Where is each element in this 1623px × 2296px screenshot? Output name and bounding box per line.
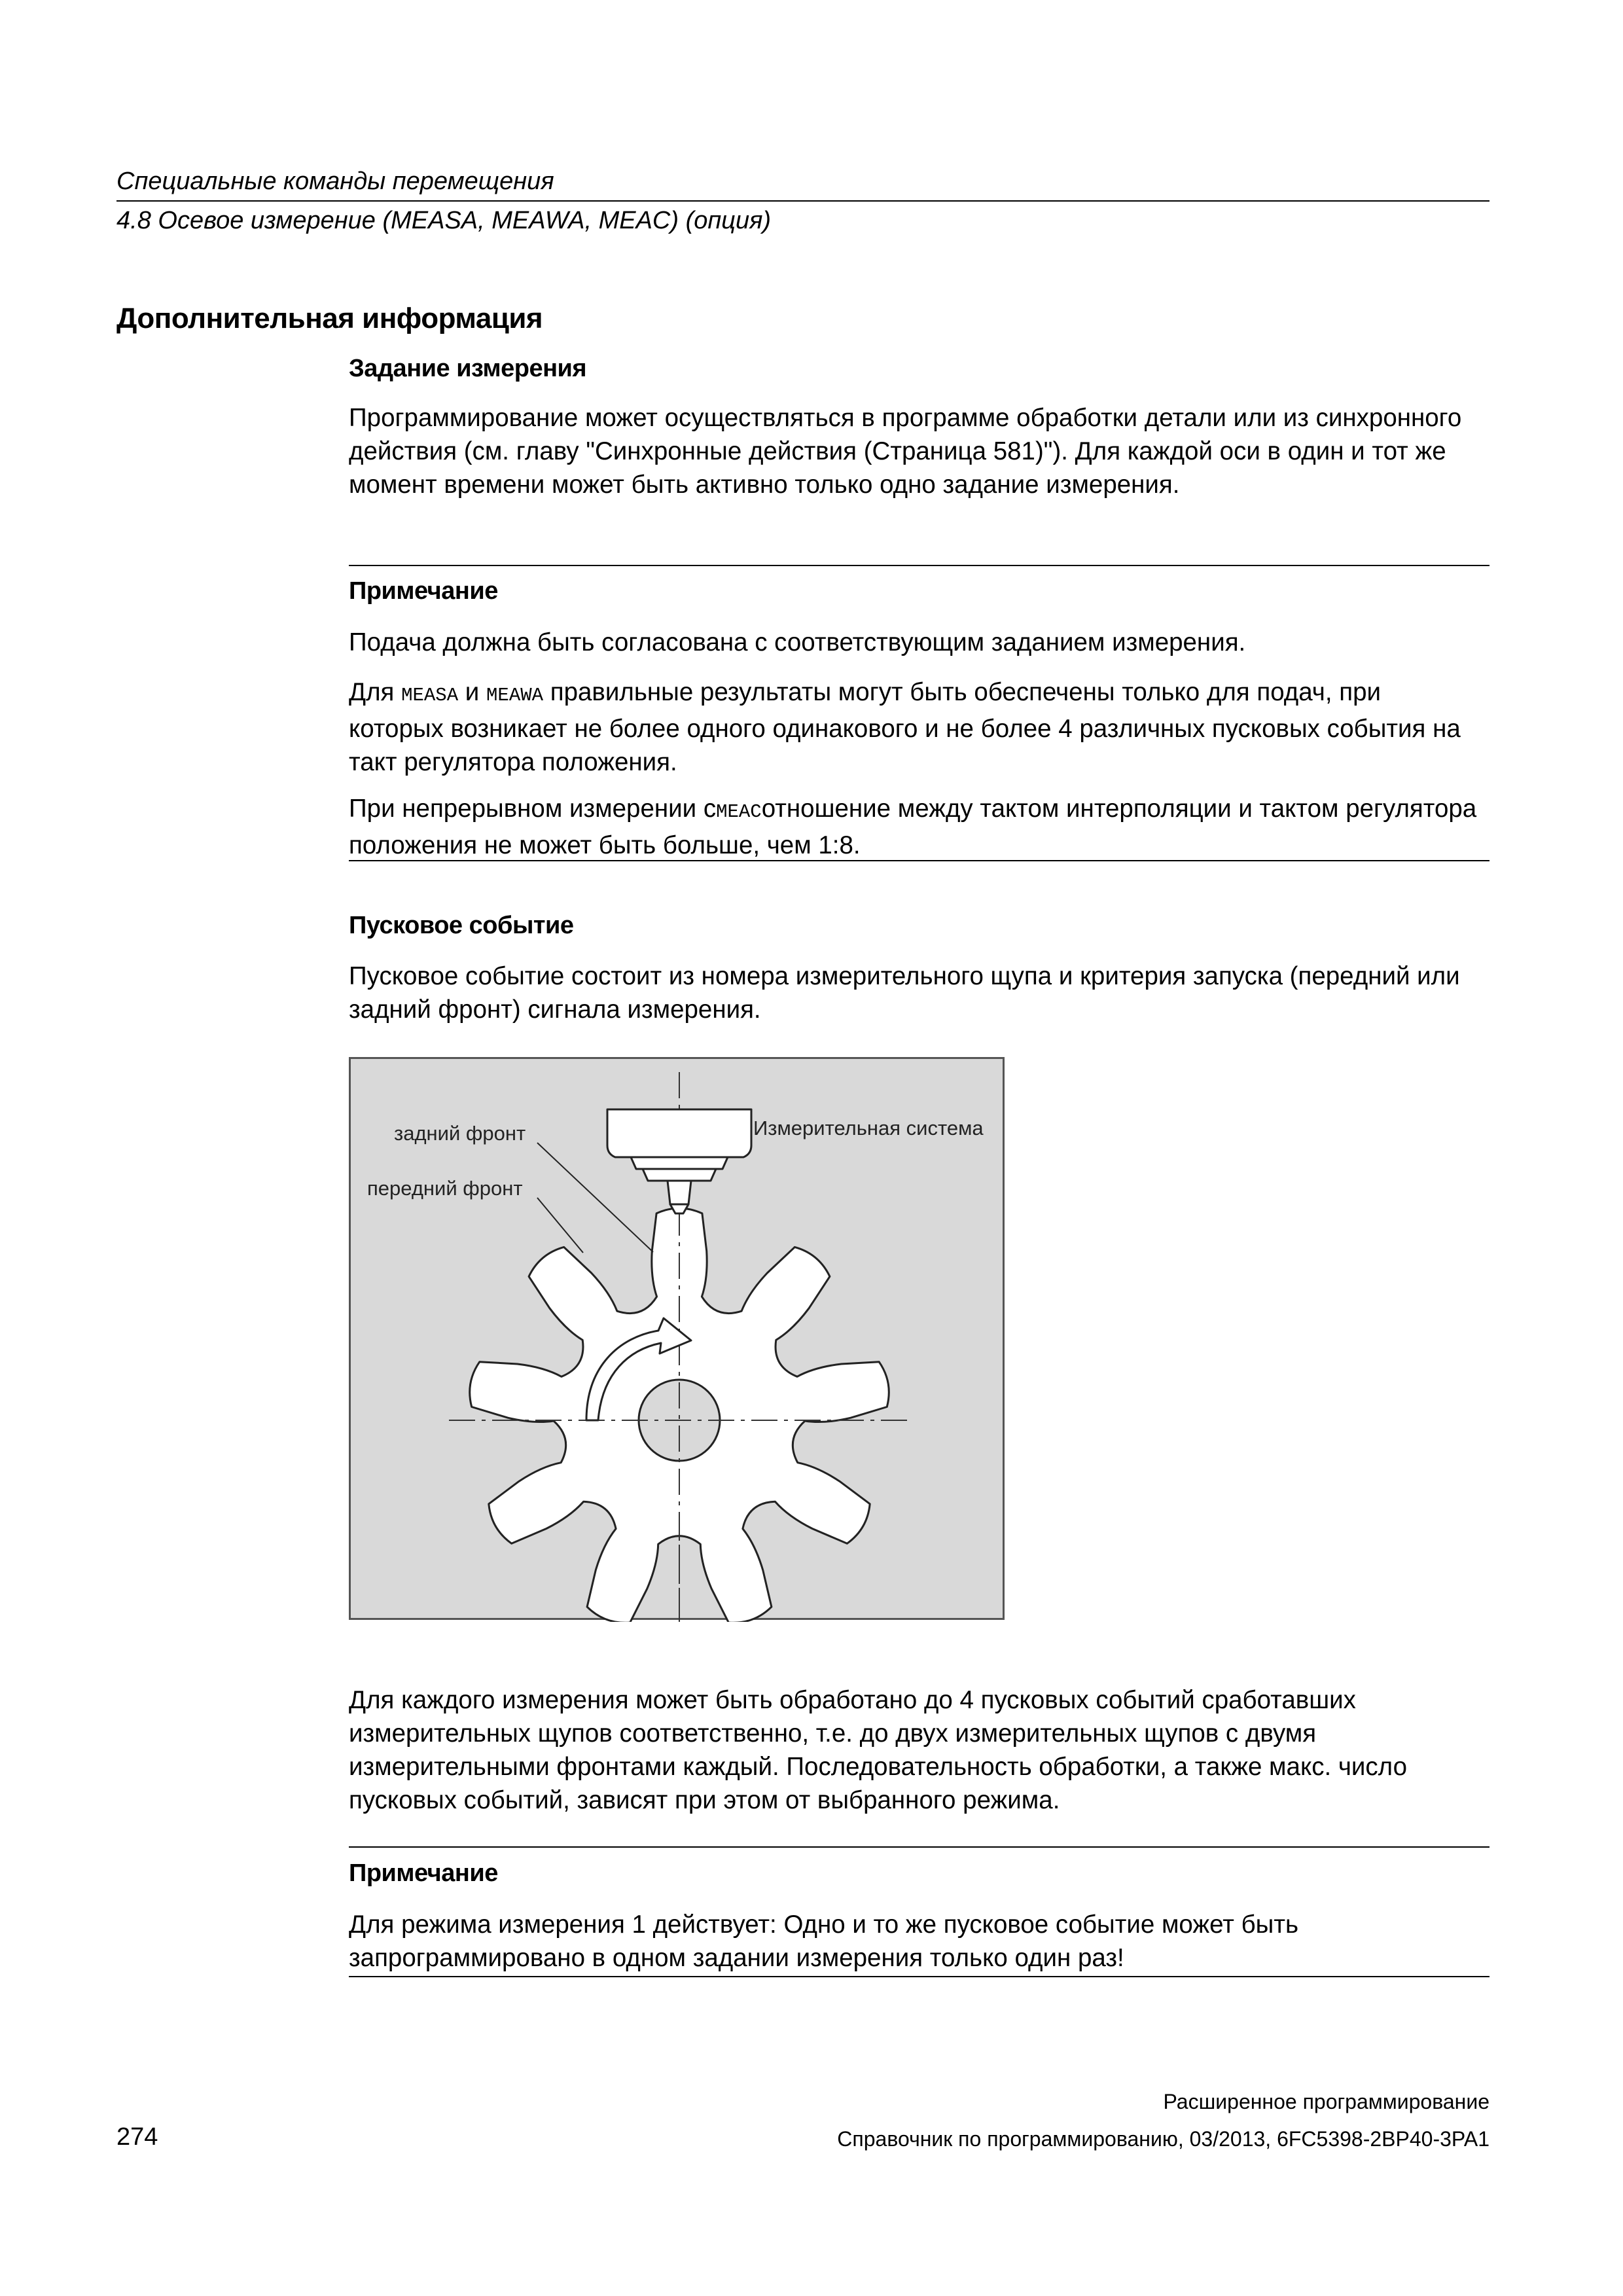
note1-bottom-rule — [349, 860, 1489, 861]
label-measuring-system: Измерительная система — [753, 1117, 984, 1139]
label-leading-edge: передний фронт — [367, 1177, 523, 1200]
note2-top-rule — [349, 1846, 1489, 1848]
text-run: Для — [349, 678, 402, 706]
subsection-title-measurement-task: Задание измерения — [349, 355, 587, 382]
note2-paragraph: Для режима измерения 1 действует: Одно и то же пусковое событие может быть запрограммировано в одном задании измерения только один раз! — [349, 1910, 1299, 1972]
measuring-system-icon — [607, 1109, 751, 1213]
code-measa: MEASA — [401, 685, 459, 706]
footer-manual-ref: Справочник по программированию, 03/2013, 6FC5398-2BP40-3PA1 — [837, 2127, 1489, 2151]
label-trailing-edge: задний фронт — [394, 1122, 526, 1145]
header-divider — [116, 200, 1489, 202]
code-meawa: MEAWA — [486, 685, 544, 706]
note2-bottom-rule — [349, 1976, 1489, 1977]
paragraph-trigger-count: Для каждого измерения может быть обработано до 4 пусковых событий сработавших измерительных щупов соответственно, т.е. до двух измерительных щупов с двумя измерительными фронтами каждый. Последовательность обработки, а также макс. число пусковых событий, зависят при этом от выбранного режима. — [349, 1686, 1407, 1814]
text-run: правильные результаты могут быть обеспечены только для подач, при которых возникает не более одного одинакового и не более 4 различных пусковых события на такт регулятора положения. — [349, 678, 1461, 776]
subsection-title-trigger-event: Пусковое событие — [349, 912, 574, 939]
page-number: 274 — [116, 2123, 158, 2151]
note1-paragraph-measa-meawa — [349, 675, 1481, 779]
running-header-section: 4.8 Осевое измерение (MEASA, MEAWA, MEAC) (опция) — [116, 207, 772, 234]
section-heading: Дополнительная информация — [116, 302, 543, 334]
note2-title: Примечание — [349, 1859, 498, 1887]
gear-measurement-figure — [349, 1057, 1005, 1620]
paragraph-measurement-task: Программирование может осуществляться в программе обработки детали или из синхронного действия (см. главу "Синхронные действия (Страница 581)"). Для каждой оси в один и тот же момент времени может быть активно только одно задание измерения. — [349, 404, 1462, 499]
text-run: и — [458, 678, 487, 706]
note1-paragraph-feed: Подача должна быть согласована с соответствующим заданием измерения. — [349, 628, 1246, 656]
running-header-chapter: Специальные команды перемещения — [116, 168, 554, 195]
note1-top-rule — [349, 565, 1489, 566]
text-run: отношение между тактом интерполяции и тактом регулятора положения не может быть больше, чем 1:8. — [349, 795, 1477, 859]
text-run: При непрерывном измерении с — [349, 795, 717, 823]
paragraph-trigger-event: Пусковое событие состоит из номера измерительного щупа и критерия запуска (передний или задний фронт) сигнала измерения. — [349, 962, 1460, 1024]
footer-manual-title: Расширенное программирование — [1163, 2090, 1489, 2113]
note1-paragraph-meac — [349, 792, 1481, 862]
note1-title: Примечание — [349, 577, 498, 605]
code-meac: MEAC — [716, 801, 762, 823]
leader-leading-edge — [537, 1198, 583, 1253]
